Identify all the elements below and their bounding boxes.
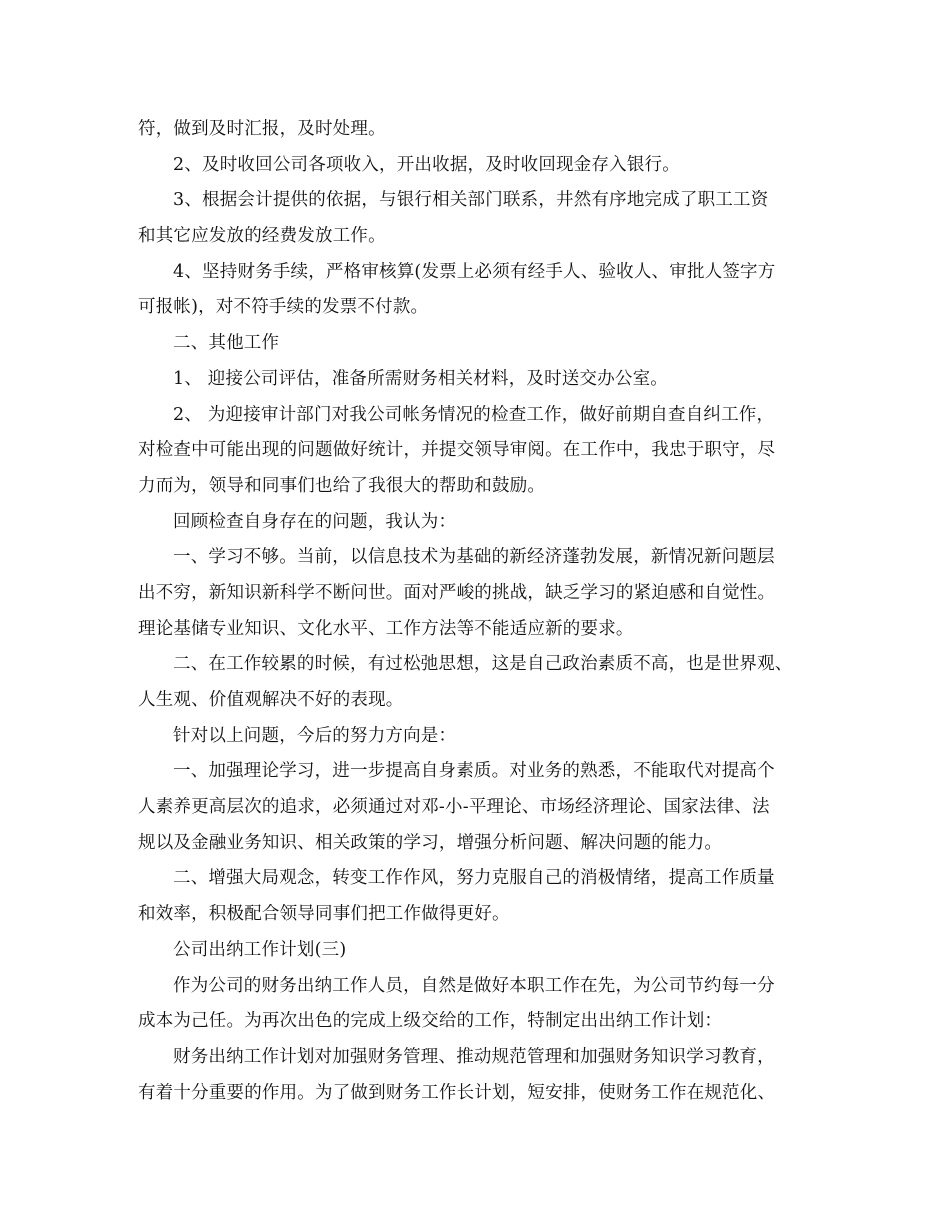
text-line: 和效率，积极配合领导同事们把工作做得更好。	[138, 904, 510, 925]
text-line: 1、 迎接公司评估，准备所需财务相关材料，及时送交办公室。	[173, 368, 668, 389]
text-line: 公司出纳工作计划(三)	[173, 939, 347, 960]
text-line: 对检查中可能出现的问题做好统计，并提交领导审阅。在工作中，我忠于职守，尽	[138, 440, 776, 461]
text-line: 回顾检查自身存在的问题，我认为：	[173, 511, 457, 532]
text-line: 和其它应发放的经费发放工作。	[138, 226, 386, 247]
document-body	[138, 112, 818, 1111]
text-line: 3、根据会计提供的依据，与银行相关部门联系，井然有序地完成了职工工资	[173, 190, 769, 211]
text-line: 理论基储专业知识、文化水平、工作方法等不能适应新的要求。	[138, 618, 634, 639]
text-line: 出不穷，新知识新科学不断问世。面对严峻的挑战，缺乏学习的紧迫感和自觉性。	[138, 582, 776, 603]
text-line: 人生观、价值观解决不好的表现。	[138, 690, 404, 710]
text-line: 一、学习不够。当前，以信息技术为基础的新经济蓬勃发展，新情况新问题层	[173, 547, 775, 568]
text-line: 成本为己任。为再次出色的完成上级交给的工作，特制定出出纳工作计划：	[138, 1011, 723, 1032]
text-line: 财务出纳工作计划对加强财务管理、推动规范管理和加强财务知识学习教育，	[173, 1046, 775, 1067]
text-line: 人素养更高层次的追求，必须通过对邓-小-平理论、市场经济理论、国家法律、法	[138, 797, 770, 818]
text-line: 有着十分重要的作用。为了做到财务工作长计划，短安排，使财务工作在规范化、	[138, 1082, 776, 1103]
text-line: 二、在工作较累的时候，有过松弛思想，这是自己政治素质不高，也是世界观、	[173, 654, 793, 675]
text-line: 针对以上问题，今后的努力方向是：	[173, 725, 457, 746]
text-line: 力而为，领导和同事们也给了我很大的帮助和鼓励。	[138, 475, 546, 496]
text-line: 二、增强大局观念，转变工作作风，努力克服自己的消极情绪，提高工作质量	[173, 868, 775, 889]
text-line: 二、其他工作	[173, 333, 280, 354]
text-line: 一、加强理论学习，进一步提高自身素质。对业务的熟悉，不能取代对提高个	[173, 761, 775, 782]
text-line: 2、及时收回公司各项收入，开出收据，及时收回现金存入银行。	[173, 154, 680, 175]
text-line: 规以及金融业务知识、相关政策的学习，增强分析问题、解决问题的能力。	[138, 832, 723, 853]
text-line: 符，做到及时汇报，及时处理。	[138, 119, 386, 139]
text-line: 4、坚持财务手续，严格审核算(发票上必须有经手人、验收人、审批人签字方	[173, 261, 776, 282]
text-line: 作为公司的财务出纳工作人员，自然是做好本职工作在先，为公司节约每一分	[173, 975, 775, 996]
text-line: 2、 为迎接审计部门对我公司帐务情况的检查工作，做好前期自查自纠工作，	[173, 404, 775, 425]
text-line: 可报帐)，对不符手续的发票不付款。	[138, 297, 429, 318]
